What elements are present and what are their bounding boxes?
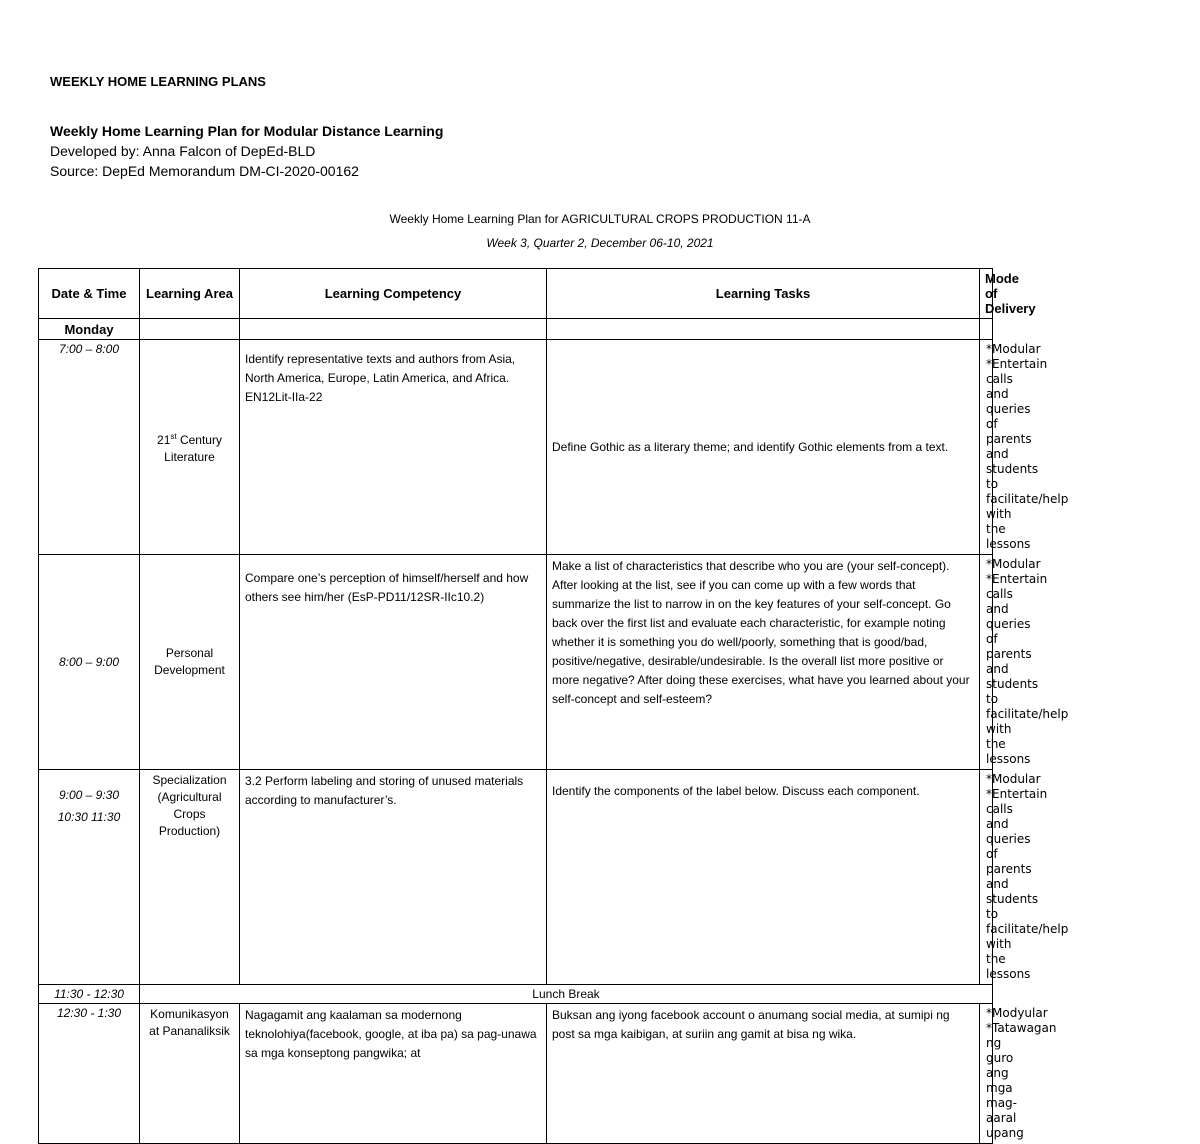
area-ordinal: st (170, 432, 177, 441)
table-row (39, 555, 993, 770)
learning-area-cell: Specialization (Agricultural Crops Production) (140, 770, 240, 985)
table-row (39, 770, 993, 985)
learning-area-cell: Personal Development (140, 555, 240, 770)
day-label: Monday (39, 319, 140, 340)
mode-cell (980, 770, 1069, 985)
empty-cell (980, 319, 993, 340)
table-row (39, 340, 993, 555)
mode-secondary: *Tatawagan ng guro ang mga mag-aaral upang (986, 1021, 1057, 1140)
mode-cell (980, 555, 1069, 770)
time-slot-1: 9:00 – 9:30 (58, 788, 120, 802)
source-line: Source: DepEd Memorandum DM-CI-2020-00162 (50, 163, 359, 179)
time-cell: 11:30 - 12:30 (39, 985, 140, 1004)
col-header-learning-tasks: Learning Tasks (547, 269, 980, 319)
lunch-row (39, 985, 993, 1004)
competency-cell: Compare one’s perception of himself/herself and how others see him/her (EsP-PD11/12SR-IIc10.2) (240, 555, 547, 770)
learning-area-cell: Komunikasyon at Pananaliksik (140, 1004, 240, 1144)
area-rest: Century Literature (164, 433, 222, 464)
mode-secondary: *Entertain calls and queries of parents and students to facilitate/help with the lessons (986, 572, 1069, 766)
tasks-cell: Buksan ang iyong facebook account o anumang social media, at sumipi ng post sa mga kaibigan, at suriin ang gamit at bisa ng wika. (547, 1004, 980, 1144)
col-header-learning-competency: Learning Competency (240, 269, 547, 319)
time-slot-2: 10:30 11:30 (57, 810, 121, 824)
tasks-cell: Make a list of characteristics that describe who you are (your self-concept). After looking at the list, see if you can come up with a few words that summarize the list to narrow in on the key features of your self-concept. Go back over the first list and evaluate each characteristic, for example noting whether it is something you do well/poorly, something that is good/bad, positive/negative, desirable/undesirable. Is the overall list more positive or more negative? After doing these exercises, what have you learned about your self-concept and self-esteem? (547, 555, 980, 770)
mode-cell (980, 340, 1069, 555)
mode-cell (980, 1004, 1057, 1144)
tasks-cell: Identify the components of the label below. Discuss each component. (547, 770, 980, 985)
empty-cell (547, 319, 980, 340)
competency-cell: Identify representative texts and authors from Asia, North America, Europe, Latin America, and Africa. EN12Lit-IIa-22 (240, 340, 547, 555)
page-title: WEEKLY HOME LEARNING PLANS (50, 74, 266, 89)
header-title: Weekly Home Learning Plan for Modular Distance Learning (50, 123, 444, 139)
mode-primary: *Modyular (986, 1006, 1048, 1020)
table-row (39, 1004, 993, 1144)
tasks-cell: Define Gothic as a literary theme; and identify Gothic elements from a text. (547, 340, 980, 555)
day-row (39, 319, 993, 340)
mode-secondary: *Entertain calls and queries of parents and students to facilitate/help with the lessons (986, 357, 1069, 551)
empty-cell (240, 319, 547, 340)
learning-area-cell (140, 340, 240, 555)
plan-title: Weekly Home Learning Plan for AGRICULTURAL CROPS PRODUCTION 11-A (389, 212, 811, 226)
col-header-date-time: Date & Time (39, 269, 140, 319)
mode-secondary: *Entertain calls and queries of parents and students to facilitate/help with the lessons (986, 787, 1069, 981)
mode-primary: *Modular (986, 342, 1041, 356)
learning-plan-table (38, 268, 1069, 1144)
mode-primary: *Modular (986, 557, 1041, 571)
competency-cell: 3.2 Perform labeling and storing of unused materials according to manufacturer’s. (240, 770, 547, 985)
col-header-learning-area: Learning Area (140, 269, 240, 319)
developed-by: Developed by: Anna Falcon of DepEd-BLD (50, 143, 316, 159)
time-cell: 12:30 - 1:30 (39, 1004, 140, 1144)
time-cell: 7:00 – 8:00 (39, 340, 140, 555)
time-cell (39, 770, 140, 985)
plan-subtitle: Week 3, Quarter 2, December 06-10, 2021 (486, 236, 714, 250)
area-number: 21 (157, 433, 171, 447)
time-cell: 8:00 – 9:00 (39, 555, 140, 770)
lunch-break-cell: Lunch Break (140, 985, 993, 1004)
mode-primary: *Modular (986, 772, 1041, 786)
table-header-row (39, 269, 993, 319)
empty-cell (140, 319, 240, 340)
plan-header (50, 121, 443, 181)
col-header-mode-of-delivery: Mode of Delivery (980, 269, 993, 319)
competency-cell: Nagagamit ang kaalaman sa modernong teknolohiya(facebook, google, at iba pa) sa pag-unawa sa mga konseptong pangwika; at (240, 1004, 547, 1144)
